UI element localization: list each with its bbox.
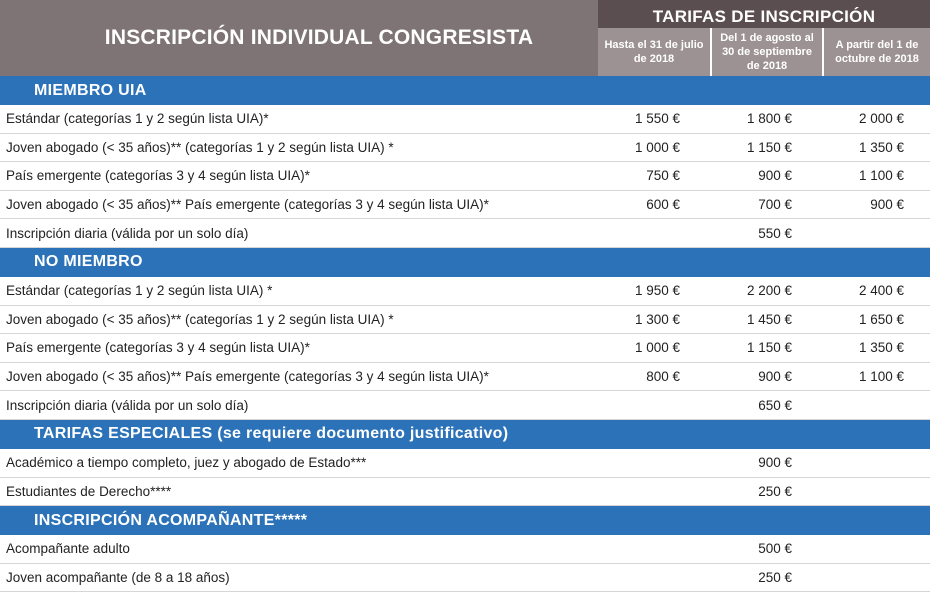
table-row bbox=[0, 191, 930, 220]
fee-period-3: 1 650 € bbox=[858, 311, 904, 327]
rates-header bbox=[598, 0, 930, 76]
table-row bbox=[0, 564, 930, 593]
row-label: Inscripción diaria (válida por un solo día) bbox=[6, 397, 249, 413]
rates-periods bbox=[598, 28, 930, 76]
table-row bbox=[0, 162, 930, 191]
row-label: Joven abogado (< 35 años)** (categorías 1 y 2 según lista UIA) * bbox=[6, 311, 394, 327]
section-no-miembro: NO MIEMBRO bbox=[0, 248, 930, 277]
section-miembro-uia: MIEMBRO UIA bbox=[0, 76, 930, 105]
row-label: Joven abogado (< 35 años)** País emergente (categorías 3 y 4 según lista UIA)* bbox=[6, 197, 489, 213]
fee-single: 250 € bbox=[758, 570, 792, 586]
fee-period-1: 1 000 € bbox=[634, 139, 680, 155]
table-row bbox=[0, 449, 930, 478]
fee-period-2: 1 150 € bbox=[746, 139, 792, 155]
table-row bbox=[0, 478, 930, 507]
row-label: Joven abogado (< 35 años)** País emergente (categorías 3 y 4 según lista UIA)* bbox=[6, 369, 489, 385]
row-label: País emergente (categorías 3 y 4 según lista UIA)* bbox=[6, 168, 310, 184]
fee-period-1: 750 € bbox=[646, 168, 680, 184]
section-inscripcion-acompanante: INSCRIPCIÓN ACOMPAÑANTE***** bbox=[0, 506, 930, 535]
fee-single: 500 € bbox=[758, 541, 792, 557]
fee-period-1: 1 950 € bbox=[634, 283, 680, 299]
row-label: Estándar (categorías 1 y 2 según lista UIA)* bbox=[6, 111, 269, 127]
fee-period-2: 1 450 € bbox=[746, 311, 792, 327]
fee-period-1: 600 € bbox=[646, 197, 680, 213]
row-label: País emergente (categorías 3 y 4 según lista UIA)* bbox=[6, 340, 310, 356]
table-row bbox=[0, 391, 930, 420]
period-header-2: Del 1 de agosto al 30 de septiembre de 2018 bbox=[710, 28, 822, 76]
fee-single: 900 € bbox=[758, 455, 792, 471]
fee-period-1: 1 000 € bbox=[634, 340, 680, 356]
fee-period-1: 800 € bbox=[646, 369, 680, 385]
rates-title: TARIFAS DE INSCRIPCIÓN bbox=[598, 0, 930, 28]
row-label: Joven abogado (< 35 años)** (categorías 1 y 2 según lista UIA) * bbox=[6, 139, 394, 155]
fee-period-2: 1 800 € bbox=[746, 111, 792, 127]
table-row bbox=[0, 219, 930, 248]
fee-period-3: 2 400 € bbox=[858, 283, 904, 299]
fee-single: 550 € bbox=[758, 225, 792, 241]
fee-period-1: 1 300 € bbox=[634, 311, 680, 327]
row-label: Joven acompañante (de 8 a 18 años) bbox=[6, 570, 230, 586]
fee-period-3: 900 € bbox=[870, 197, 904, 213]
period-header-3: A partir del 1 de octubre de 2018 bbox=[822, 28, 930, 76]
fee-single: 650 € bbox=[758, 397, 792, 413]
fee-period-3: 2 000 € bbox=[858, 111, 904, 127]
table-header bbox=[0, 0, 930, 76]
fee-period-2: 900 € bbox=[758, 168, 792, 184]
table-row bbox=[0, 363, 930, 392]
period-header-1: Hasta el 31 de julio de 2018 bbox=[598, 28, 710, 76]
fee-period-3: 1 350 € bbox=[858, 340, 904, 356]
fee-period-2: 700 € bbox=[758, 197, 792, 213]
table-title: INSCRIPCIÓN INDIVIDUAL CONGRESISTA bbox=[0, 0, 598, 76]
fee-period-2: 1 150 € bbox=[746, 340, 792, 356]
table-row bbox=[0, 277, 930, 306]
table-row bbox=[0, 134, 930, 163]
fee-period-3: 1 100 € bbox=[858, 168, 904, 184]
table-row bbox=[0, 535, 930, 564]
fee-single: 250 € bbox=[758, 483, 792, 499]
row-label: Acompañante adulto bbox=[6, 541, 130, 557]
row-label: Inscripción diaria (válida por un solo día) bbox=[6, 225, 249, 241]
row-label: Académico a tiempo completo, juez y abogado de Estado*** bbox=[6, 455, 367, 471]
table-row bbox=[0, 105, 930, 134]
fee-period-1: 1 550 € bbox=[634, 111, 680, 127]
table-row bbox=[0, 334, 930, 363]
row-label: Estándar (categorías 1 y 2 según lista UIA) * bbox=[6, 283, 273, 299]
fee-period-3: 1 100 € bbox=[858, 369, 904, 385]
fee-period-2: 2 200 € bbox=[746, 283, 792, 299]
fee-period-2: 900 € bbox=[758, 369, 792, 385]
section-tarifas-especiales: TARIFAS ESPECIALES (se requiere documento justificativo) bbox=[0, 420, 930, 449]
fee-period-3: 1 350 € bbox=[858, 139, 904, 155]
row-label: Estudiantes de Derecho**** bbox=[6, 483, 172, 499]
table-row bbox=[0, 306, 930, 335]
